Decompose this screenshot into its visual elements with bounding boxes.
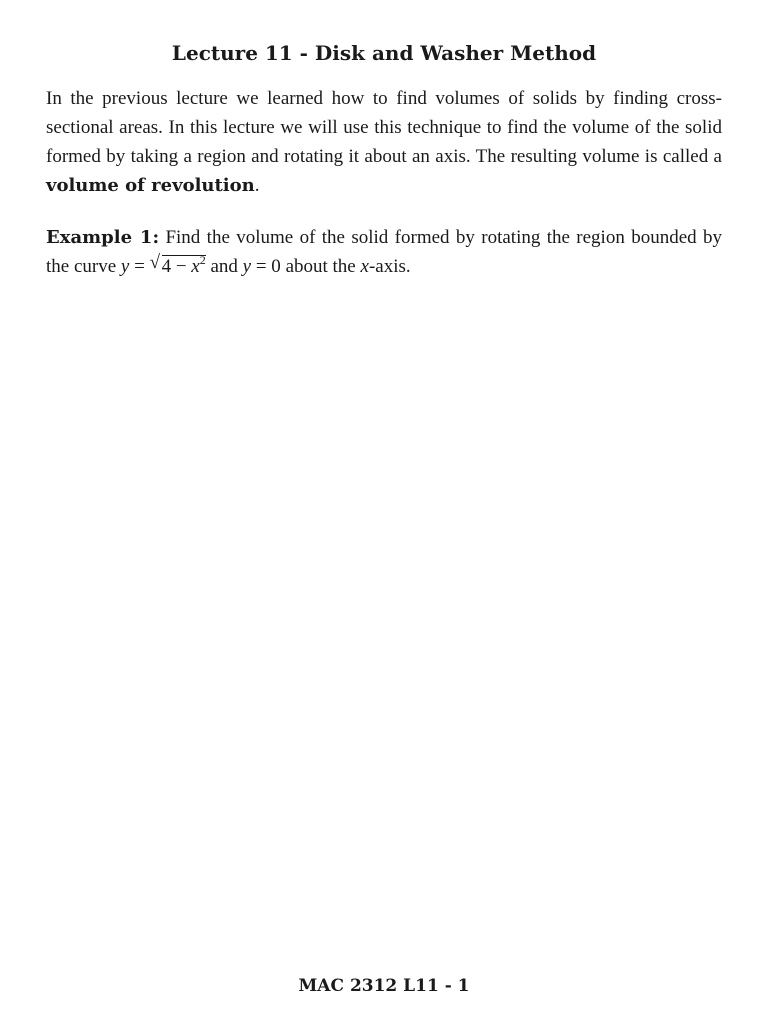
math-x-variable-2: x bbox=[360, 256, 369, 277]
bold-term: volume of revolution bbox=[46, 175, 255, 196]
math-exponent: 2 bbox=[199, 253, 206, 267]
math-x-variable: x bbox=[191, 256, 200, 277]
example-text-4: -axis. bbox=[368, 256, 411, 277]
example-text-2: and bbox=[205, 256, 243, 277]
radicand-constant: 4 − bbox=[161, 256, 192, 277]
example-paragraph bbox=[46, 223, 722, 281]
math-equals-zero: = 0 bbox=[251, 256, 281, 277]
example-text-3: about the bbox=[280, 256, 361, 277]
intro-period: . bbox=[254, 175, 260, 196]
radicand bbox=[162, 255, 206, 277]
sqrt-expression bbox=[150, 252, 206, 281]
math-y-variable-2: y bbox=[242, 256, 252, 277]
page-footer: MAC 2312 L11 - 1 bbox=[298, 976, 470, 996]
example-text-1: Find the volume of the solid formed by rotating the region bounded by the curve bbox=[46, 227, 722, 277]
math-y-variable: y bbox=[120, 256, 130, 277]
intro-text: In the previous lecture we learned how to find volumes of solids by finding cross-sectional areas. In this lecture we will use this technique to find the volume of the solid formed by taking a region and rotating it about an axis. The resulting volume is called a bbox=[46, 88, 722, 167]
page-title: Lecture 11 - Disk and Washer Method bbox=[171, 41, 597, 65]
math-equals: = bbox=[129, 256, 150, 277]
intro-paragraph bbox=[46, 84, 722, 200]
example-label: Example 1: bbox=[46, 227, 160, 248]
radical-symbol: √ bbox=[149, 252, 160, 273]
